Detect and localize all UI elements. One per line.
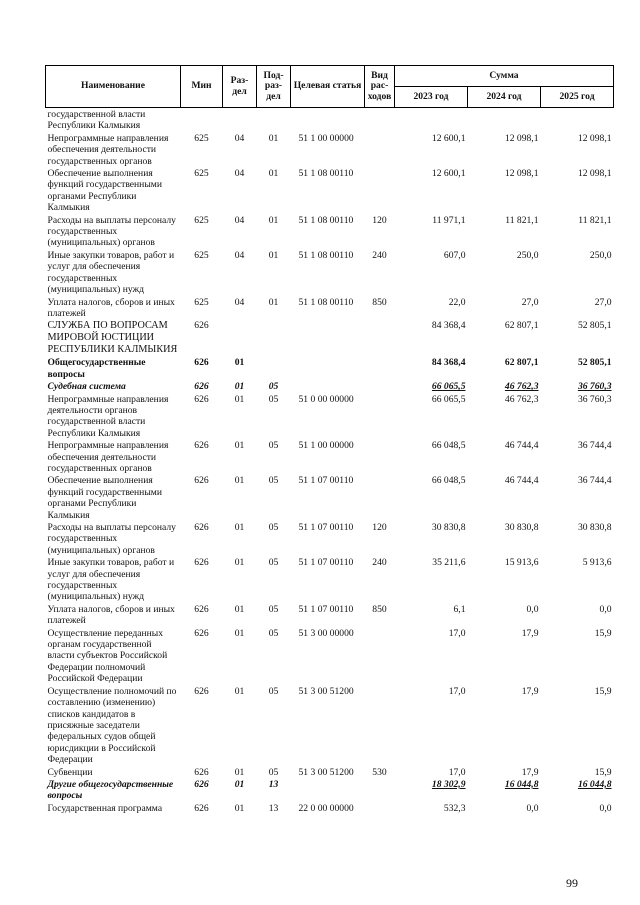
row-vid-rashodov: 240 bbox=[372, 557, 387, 569]
row-sum-2025 bbox=[541, 108, 614, 132]
row-razdel: 01 bbox=[234, 475, 245, 487]
row-name: Государственная программа bbox=[47, 802, 163, 814]
table-row bbox=[46, 319, 614, 356]
row-cel-statya: 51 1 08 00110 bbox=[298, 168, 354, 180]
row-vid-rashodov bbox=[365, 319, 395, 356]
row-sum-2025: 36 744,4 bbox=[577, 475, 612, 487]
row-sum-2024: 12 098,1 bbox=[504, 132, 539, 144]
row-sum-2025: 11 821,1 bbox=[578, 214, 612, 226]
row-cel-statya bbox=[291, 319, 365, 356]
row-vid-rashodov bbox=[365, 627, 395, 685]
row-name: Обеспечение выполнения функций государственными органами Республики Калмыкия bbox=[47, 168, 162, 214]
row-razdel: 01 bbox=[234, 557, 245, 569]
row-sum-2025: 36 760,3 bbox=[577, 381, 612, 393]
row-name: Расходы на выплаты персоналу государственных (муниципальных) органов bbox=[47, 522, 176, 556]
row-cel-statya bbox=[291, 356, 365, 380]
row-vid-rashodov: 530 bbox=[372, 766, 387, 778]
row-sum-2024: 17,9 bbox=[521, 627, 539, 639]
row-sum-2024: 250,0 bbox=[516, 249, 539, 261]
row-cel-statya: 51 0 00 00000 bbox=[298, 393, 354, 405]
row-cel-statya: 51 1 07 00110 bbox=[298, 475, 354, 487]
row-min: 626 bbox=[194, 802, 209, 814]
row-sum-2024: 27,0 bbox=[521, 296, 539, 308]
row-sum-2023: 66 048,5 bbox=[431, 440, 466, 452]
row-cel-statya bbox=[291, 108, 365, 132]
table-row bbox=[46, 356, 614, 380]
table-row bbox=[46, 393, 614, 440]
row-sum-2023: 66 065,5 bbox=[431, 381, 466, 393]
budget-table bbox=[45, 65, 614, 814]
row-razdel: 01 bbox=[234, 393, 245, 405]
row-cel-statya: 51 1 07 00110 bbox=[298, 522, 354, 533]
row-min: 625 bbox=[194, 296, 209, 308]
row-min: 625 bbox=[194, 168, 209, 180]
row-cel-statya: 51 1 08 00110 bbox=[298, 214, 354, 226]
table-row bbox=[46, 766, 614, 778]
row-sum-2024 bbox=[468, 108, 541, 132]
table-row bbox=[46, 474, 614, 521]
row-sum-2025: 0,0 bbox=[599, 802, 612, 814]
row-podrazdel: 05 bbox=[268, 685, 279, 697]
row-name: Обеспечение выполнения функций государственными органами Республики Калмыкия bbox=[47, 475, 162, 521]
row-name: Судебная система bbox=[47, 381, 126, 393]
row-vid-rashodov bbox=[365, 778, 395, 802]
row-min bbox=[181, 108, 223, 132]
row-cel-statya: 22 0 00 00000 bbox=[298, 802, 354, 814]
row-sum-2023: 66 065,5 bbox=[431, 393, 466, 405]
row-razdel: 04 bbox=[234, 132, 245, 144]
row-razdel: 01 bbox=[234, 381, 245, 393]
row-name: Уплата налогов, сборов и иных платежей bbox=[47, 296, 175, 319]
row-sum-2023: 17,0 bbox=[448, 627, 466, 639]
row-podrazdel: 13 bbox=[268, 802, 279, 814]
row-name: Иные закупки товаров, работ и услуг для обеспечения государственных (муниципальных) нужд bbox=[47, 249, 175, 296]
row-sum-2024: 62 807,1 bbox=[504, 320, 539, 332]
row-vid-rashodov bbox=[365, 439, 395, 474]
row-sum-2024: 62 807,1 bbox=[504, 357, 539, 369]
row-cel-statya: 51 1 08 00110 bbox=[298, 296, 354, 308]
row-sum-2023: 84 368,4 bbox=[431, 320, 466, 332]
row-razdel: 04 bbox=[234, 214, 245, 226]
row-min: 626 bbox=[194, 357, 209, 369]
row-sum-2025: 36 744,4 bbox=[577, 440, 612, 452]
row-vid-rashodov: 120 bbox=[372, 214, 387, 226]
row-vid-rashodov: 120 bbox=[372, 522, 387, 533]
table-row bbox=[46, 296, 614, 320]
row-cel-statya bbox=[291, 778, 365, 802]
row-sum-2025: 250,0 bbox=[589, 249, 612, 261]
row-cel-statya: 51 1 00 00000 bbox=[298, 132, 354, 144]
row-sum-2023: 532,3 bbox=[443, 802, 466, 814]
header-summa: Сумма bbox=[395, 66, 614, 87]
table-row bbox=[46, 627, 614, 685]
table-header bbox=[46, 66, 614, 108]
table-row bbox=[46, 132, 614, 167]
row-sum-2025: 52 805,1 bbox=[577, 320, 612, 332]
row-sum-2025: 27,0 bbox=[594, 296, 612, 308]
row-vid-rashodov bbox=[365, 108, 395, 132]
table-row bbox=[46, 108, 614, 132]
row-sum-2023: 607,0 bbox=[443, 249, 466, 261]
header-year-2025: 2025 год bbox=[541, 87, 614, 108]
row-sum-2023: 17,0 bbox=[448, 766, 466, 778]
row-vid-rashodov bbox=[365, 356, 395, 380]
table-row bbox=[46, 439, 614, 474]
row-sum-2025: 15,9 bbox=[594, 685, 612, 697]
row-min: 626 bbox=[194, 440, 209, 452]
row-min: 625 bbox=[194, 132, 209, 144]
row-sum-2024: 0,0 bbox=[526, 603, 539, 615]
row-razdel: 04 bbox=[234, 249, 245, 261]
header-podrazdel: Под-раз-дел bbox=[257, 66, 291, 108]
row-sum-2025: 30 830,8 bbox=[577, 522, 612, 533]
row-razdel: 01 bbox=[234, 603, 245, 615]
row-podrazdel: 05 bbox=[268, 766, 279, 778]
header-name: Наименование bbox=[46, 66, 181, 108]
row-sum-2024: 17,9 bbox=[521, 685, 539, 697]
row-sum-2025: 16 044,8 bbox=[577, 778, 612, 790]
row-name: Непрограммные направления деятельности органов государственной власти Республики Калмыкия bbox=[47, 393, 169, 439]
row-podrazdel bbox=[257, 356, 291, 380]
row-podrazdel bbox=[257, 108, 291, 132]
row-sum-2023: 17,0 bbox=[448, 685, 466, 697]
row-sum-2025: 0,0 bbox=[599, 603, 612, 615]
row-vid-rashodov: 850 bbox=[372, 296, 387, 308]
table-row bbox=[46, 521, 614, 556]
row-min: 626 bbox=[194, 475, 209, 487]
row-min: 626 bbox=[194, 522, 209, 533]
row-podrazdel: 05 bbox=[268, 475, 279, 487]
row-sum-2023 bbox=[395, 108, 468, 132]
row-podrazdel: 05 bbox=[268, 522, 279, 533]
row-podrazdel: 05 bbox=[268, 557, 279, 569]
row-razdel: 01 bbox=[234, 627, 245, 639]
row-name: Расходы на выплаты персоналу государственных (муниципальных) органов bbox=[47, 214, 176, 249]
row-razdel bbox=[223, 319, 257, 356]
row-vid-rashodov bbox=[365, 393, 395, 440]
header-cel-statya: Целевая статья bbox=[291, 66, 365, 108]
table-row bbox=[46, 556, 614, 603]
row-sum-2024: 46 744,4 bbox=[504, 440, 539, 452]
row-sum-2023: 22,0 bbox=[448, 296, 466, 308]
row-vid-rashodov: 240 bbox=[372, 249, 387, 261]
row-min: 625 bbox=[194, 249, 209, 261]
header-razdel: Раз-дел bbox=[223, 66, 257, 108]
header-year-2024: 2024 год bbox=[468, 87, 541, 108]
row-sum-2023: 35 211,6 bbox=[432, 557, 466, 569]
row-sum-2025: 15,9 bbox=[594, 627, 612, 639]
row-min: 626 bbox=[194, 778, 209, 790]
table-row bbox=[46, 778, 614, 802]
row-name: Непрограммные направления обеспечения деятельности государственных органов bbox=[47, 132, 169, 167]
table-row bbox=[46, 249, 614, 296]
row-podrazdel: 01 bbox=[268, 132, 279, 144]
table-row bbox=[46, 603, 614, 627]
row-sum-2023: 66 048,5 bbox=[431, 475, 466, 487]
row-sum-2025: 52 805,1 bbox=[577, 357, 612, 369]
row-razdel: 01 bbox=[234, 440, 245, 452]
row-sum-2023: 12 600,1 bbox=[431, 132, 466, 144]
row-vid-rashodov bbox=[365, 685, 395, 766]
row-cel-statya: 51 3 00 51200 bbox=[298, 766, 354, 778]
row-name: Субвенции bbox=[47, 766, 93, 778]
row-min: 626 bbox=[194, 393, 209, 405]
row-sum-2024: 30 830,8 bbox=[504, 522, 539, 533]
row-min: 626 bbox=[194, 320, 209, 332]
row-sum-2023: 11 971,1 bbox=[432, 214, 466, 226]
row-cel-statya: 51 1 07 00110 bbox=[298, 603, 354, 615]
page-number: 99 bbox=[566, 876, 578, 890]
table-row bbox=[46, 380, 614, 392]
row-cel-statya bbox=[291, 380, 365, 392]
row-podrazdel: 05 bbox=[268, 603, 279, 615]
row-razdel: 04 bbox=[234, 296, 245, 308]
row-cel-statya: 51 1 08 00110 bbox=[298, 249, 354, 261]
row-podrazdel: 05 bbox=[268, 627, 279, 639]
row-sum-2025: 5 913,6 bbox=[582, 557, 612, 569]
row-sum-2024: 15 913,6 bbox=[504, 557, 539, 569]
row-podrazdel bbox=[257, 319, 291, 356]
row-cel-statya: 51 3 00 51200 bbox=[298, 685, 354, 697]
row-min: 626 bbox=[194, 381, 209, 393]
row-sum-2023: 30 830,8 bbox=[431, 522, 466, 533]
row-vid-rashodov bbox=[365, 802, 395, 814]
table-row bbox=[46, 802, 614, 814]
row-min: 626 bbox=[194, 685, 209, 697]
row-podrazdel: 13 bbox=[268, 778, 279, 790]
row-name: Осуществление переданных органам государственной власти субъектов Российской Федерации полномочий Российской Федерации bbox=[47, 627, 168, 685]
row-min: 625 bbox=[194, 214, 209, 226]
row-min: 626 bbox=[194, 627, 209, 639]
header-year-2023: 2023 год bbox=[395, 87, 468, 108]
row-razdel: 01 bbox=[234, 522, 245, 533]
row-sum-2023: 6,1 bbox=[453, 603, 466, 615]
row-vid-rashodov bbox=[365, 474, 395, 521]
row-sum-2025: 15,9 bbox=[594, 766, 612, 778]
row-podrazdel: 05 bbox=[268, 393, 279, 405]
row-podrazdel: 01 bbox=[268, 249, 279, 261]
row-podrazdel: 01 bbox=[268, 214, 279, 226]
table-row bbox=[46, 214, 614, 249]
row-sum-2024: 17,9 bbox=[521, 766, 539, 778]
row-podrazdel: 01 bbox=[268, 168, 279, 180]
row-vid-rashodov bbox=[365, 167, 395, 214]
row-name: государственной власти Республики Калмыкия bbox=[47, 109, 146, 132]
row-name: Непрограммные направления обеспечения деятельности государственных органов bbox=[47, 440, 169, 474]
row-razdel: 01 bbox=[234, 778, 245, 790]
row-sum-2024: 46 744,4 bbox=[504, 475, 539, 487]
table-row bbox=[46, 685, 614, 766]
row-sum-2024: 0,0 bbox=[526, 802, 539, 814]
row-vid-rashodov bbox=[365, 380, 395, 392]
row-sum-2024: 12 098,1 bbox=[504, 168, 539, 180]
row-name: Иные закупки товаров, работ и услуг для обеспечения государственных (муниципальных) нужд bbox=[47, 557, 175, 603]
row-razdel: 04 bbox=[234, 168, 245, 180]
row-name: Другие общегосударственные вопросы bbox=[47, 778, 174, 802]
row-razdel bbox=[223, 108, 257, 132]
row-razdel: 01 bbox=[234, 802, 245, 814]
row-name: Уплата налогов, сборов и иных платежей bbox=[47, 603, 175, 627]
row-min: 626 bbox=[194, 766, 209, 778]
row-podrazdel: 01 bbox=[268, 296, 279, 308]
row-razdel: 01 bbox=[234, 766, 245, 778]
row-razdel: 01 bbox=[234, 357, 245, 369]
row-razdel: 01 bbox=[234, 685, 245, 697]
row-sum-2024: 11 821,1 bbox=[505, 214, 539, 226]
header-min: Мин bbox=[181, 66, 223, 108]
row-sum-2024: 46 762,3 bbox=[504, 393, 539, 405]
row-vid-rashodov bbox=[365, 132, 395, 167]
row-sum-2023: 84 368,4 bbox=[431, 357, 466, 369]
row-name: СЛУЖБА ПО ВОПРОСАМ МИРОВОЙ ЮСТИЦИИ РЕСПУБЛИКИ КАЛМЫКИЯ bbox=[47, 320, 178, 356]
row-podrazdel: 05 bbox=[268, 440, 279, 452]
row-podrazdel: 05 bbox=[268, 381, 279, 393]
row-vid-rashodov: 850 bbox=[372, 603, 387, 615]
row-cel-statya: 51 1 07 00110 bbox=[298, 557, 354, 569]
row-sum-2025: 36 760,3 bbox=[577, 393, 612, 405]
row-name: Осуществление полномочий по составлению (изменению) списков кандидатов в присяжные заседатели федеральных судов общей юрисдикции в Российской Федерации bbox=[47, 685, 177, 766]
row-min: 626 bbox=[194, 557, 209, 569]
row-cel-statya: 51 3 00 00000 bbox=[298, 627, 354, 639]
row-sum-2024: 46 762,3 bbox=[504, 381, 539, 393]
row-sum-2024: 16 044,8 bbox=[504, 778, 539, 790]
row-sum-2023: 18 302,9 bbox=[431, 778, 466, 790]
row-cel-statya: 51 1 00 00000 bbox=[298, 440, 354, 452]
table-row bbox=[46, 167, 614, 214]
header-vid-rashodov: Вид рас-ходов bbox=[365, 66, 395, 108]
row-min: 626 bbox=[194, 603, 209, 615]
row-sum-2023: 12 600,1 bbox=[431, 168, 466, 180]
table-body bbox=[46, 108, 614, 815]
row-name: Общегосударственные вопросы bbox=[47, 357, 146, 380]
row-sum-2025: 12 098,1 bbox=[577, 168, 612, 180]
row-sum-2025: 12 098,1 bbox=[577, 132, 612, 144]
